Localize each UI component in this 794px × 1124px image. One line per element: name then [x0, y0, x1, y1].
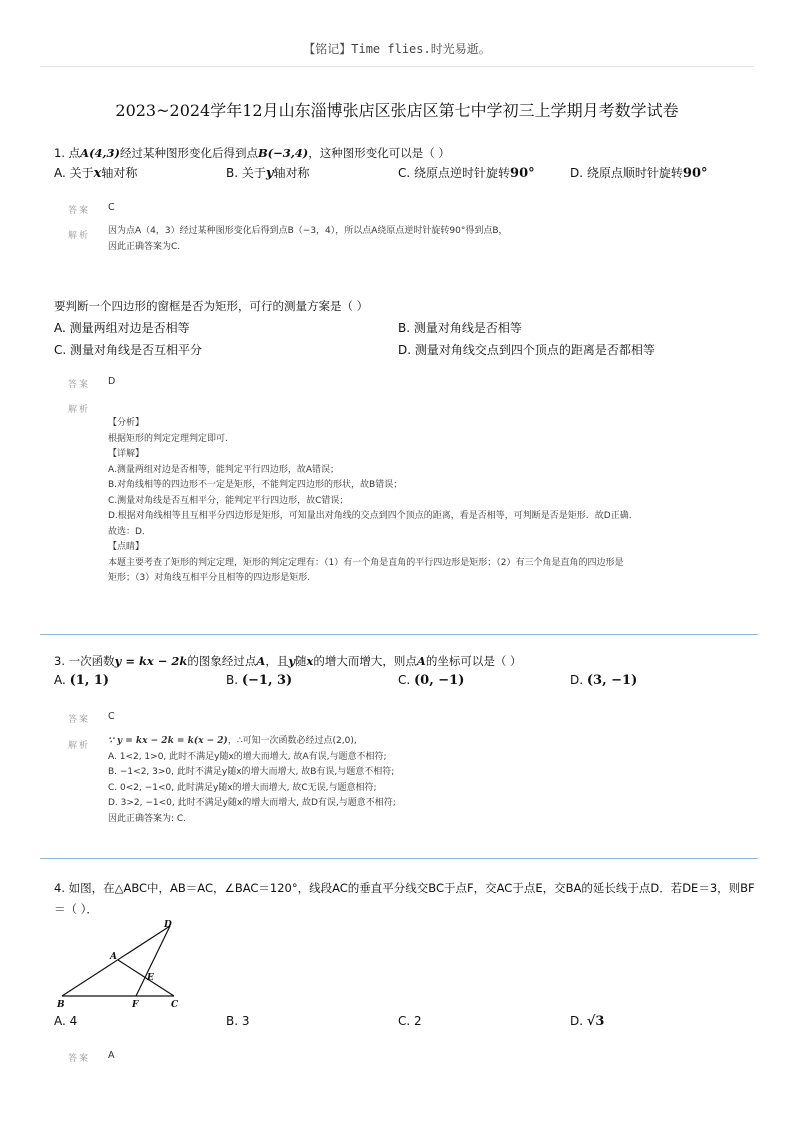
- q3-answer-label: 答案: [68, 715, 91, 725]
- q4-option-d[interactable]: D. √3: [570, 1014, 605, 1029]
- q1-option-b[interactable]: B. 关于y轴对称: [226, 166, 310, 181]
- label-f: F: [132, 1000, 139, 1010]
- label-e: E: [147, 973, 154, 983]
- q4-answer-value: A: [108, 1050, 115, 1061]
- q1-answer-value: C: [108, 202, 115, 213]
- q3-option-d[interactable]: D. (3, −1): [570, 673, 638, 688]
- label-a: A: [110, 952, 117, 962]
- q3-stem: 3. 一次函数y = kx − 2k的图象经过点A，且y随x的增大而增大，则点A的坐标可以是（ ）: [54, 654, 522, 668]
- q4-option-a[interactable]: A. 4: [54, 1014, 78, 1028]
- motto-text: 【铭记】Time flies.时光易逝。: [303, 42, 491, 56]
- q1-option-d[interactable]: D. 绕原点顺时针旋转90°: [570, 166, 708, 181]
- label-d: D: [164, 920, 172, 930]
- q1-option-c[interactable]: C. 绕原点逆时针旋转90°: [398, 166, 535, 181]
- q2-option-c[interactable]: C. 测量对角线是否互相平分: [54, 343, 203, 357]
- section-divider: [40, 858, 758, 859]
- q2-answer-label: 答案: [68, 380, 91, 390]
- q3-option-b[interactable]: B. (−1, 3): [226, 673, 293, 688]
- q1-answer-label: 答案: [68, 206, 91, 216]
- section-divider: [40, 634, 758, 635]
- q2-analysis: 【分析】 根据矩形的判定定理判定即可. 【详解】 A.测量两组对边是否相等，能判定平行四边形，故A错误； B.对角线相等的四边形不一定是矩形，不能判定四边形的形状，故B错误； C.测量对角线是否互相平分，能判定平行四边形，故C错误； D.根据对角线相等且互相平分四边形是矩形，可知量出对角线的交点到四个顶点的距离，看是否相等，可判断是否是矩形．故D正确． 故选：D． 【点睛】 本题主要考查了矩形的判定定理，矩形的判定定理有：（1）有一个角是直角的平行四边形是矩形；（2）有三个角是直角的四边形是 矩形；（3）对角线互相平分且相等的四边形是矩形.: [108, 418, 638, 583]
- q3-option-c[interactable]: C. (0, −1): [398, 673, 465, 688]
- q4-option-c[interactable]: C. 2: [398, 1014, 422, 1028]
- q3-analysis: ∵ y = kx − 2k = k(x − 2)，∴可知一次函数必经过点(2,0), A. 1<2, 1>0, 此时不满足y随x的增大而增大, 故A有误,与题意不相符; B. −1<2, 3>0, 此时不满足y随x的增大而增大, 故B有误,与题意不相符; C. 0<2, −1<0, 此时满足y随x的增大而增大, 故C无误,与题意相符; D. 3>2, −1<0, 此时不满足y随x的增大而增大, 故D有误,与题意不相符; 因此正确答案为: C.: [108, 736, 396, 824]
- q2-option-d[interactable]: D. 测量对角线交点到四个顶点的距离是否都相等: [398, 343, 655, 357]
- q3-analysis-label: 解析: [68, 741, 91, 751]
- q2-answer-value: D: [108, 376, 116, 387]
- q4-stem-line1: 4. 如图，在△ABC中，AB＝AC，∠BAC＝120°，线段AC的垂直平分线交BC于点F，交AC于点E，交BA的延长线于点D．若DE＝3，则BF: [54, 881, 755, 895]
- q3-answer-value: C: [108, 711, 115, 722]
- q2-stem: 要判断一个四边形的窗框是否为矩形，可行的测量方案是（ ）: [54, 299, 369, 313]
- label-c: C: [171, 1000, 179, 1010]
- q1-analysis-label: 解析: [68, 231, 91, 241]
- segment-ac: [118, 960, 174, 996]
- q3-option-a[interactable]: A. (1, 1): [54, 673, 110, 688]
- label-b: B: [57, 1000, 65, 1010]
- triangle-figure: [52, 918, 192, 1010]
- header-divider: [40, 66, 754, 67]
- q4-stem-line2: ＝（ ）．: [54, 902, 98, 916]
- q4-answer-label: 答案: [68, 1054, 91, 1064]
- q4-option-b[interactable]: B. 3: [226, 1014, 250, 1028]
- q2-option-a[interactable]: A. 测量两组对边是否相等: [54, 321, 190, 335]
- q1-analysis: 因为点A（4，3）经过某种图形变化后得到点B（−3，4），所以点A绕原点逆时针旋转90°得到点B， 因此正确答案为C.: [108, 226, 508, 252]
- q1-stem: 1. 点A(4,3)经过某种图形变化后得到点B(−3,4)，这种图形变化可以是（ ）: [54, 146, 450, 160]
- page-title: 2023~2024学年12月山东淄博张店区张店区第七中学初三上学期月考数学试卷: [115, 101, 679, 120]
- q2-option-b[interactable]: B. 测量对角线是否相等: [398, 321, 522, 335]
- q1-option-a[interactable]: A. 关于x轴对称: [54, 166, 138, 181]
- q2-analysis-label: 解析: [68, 405, 91, 415]
